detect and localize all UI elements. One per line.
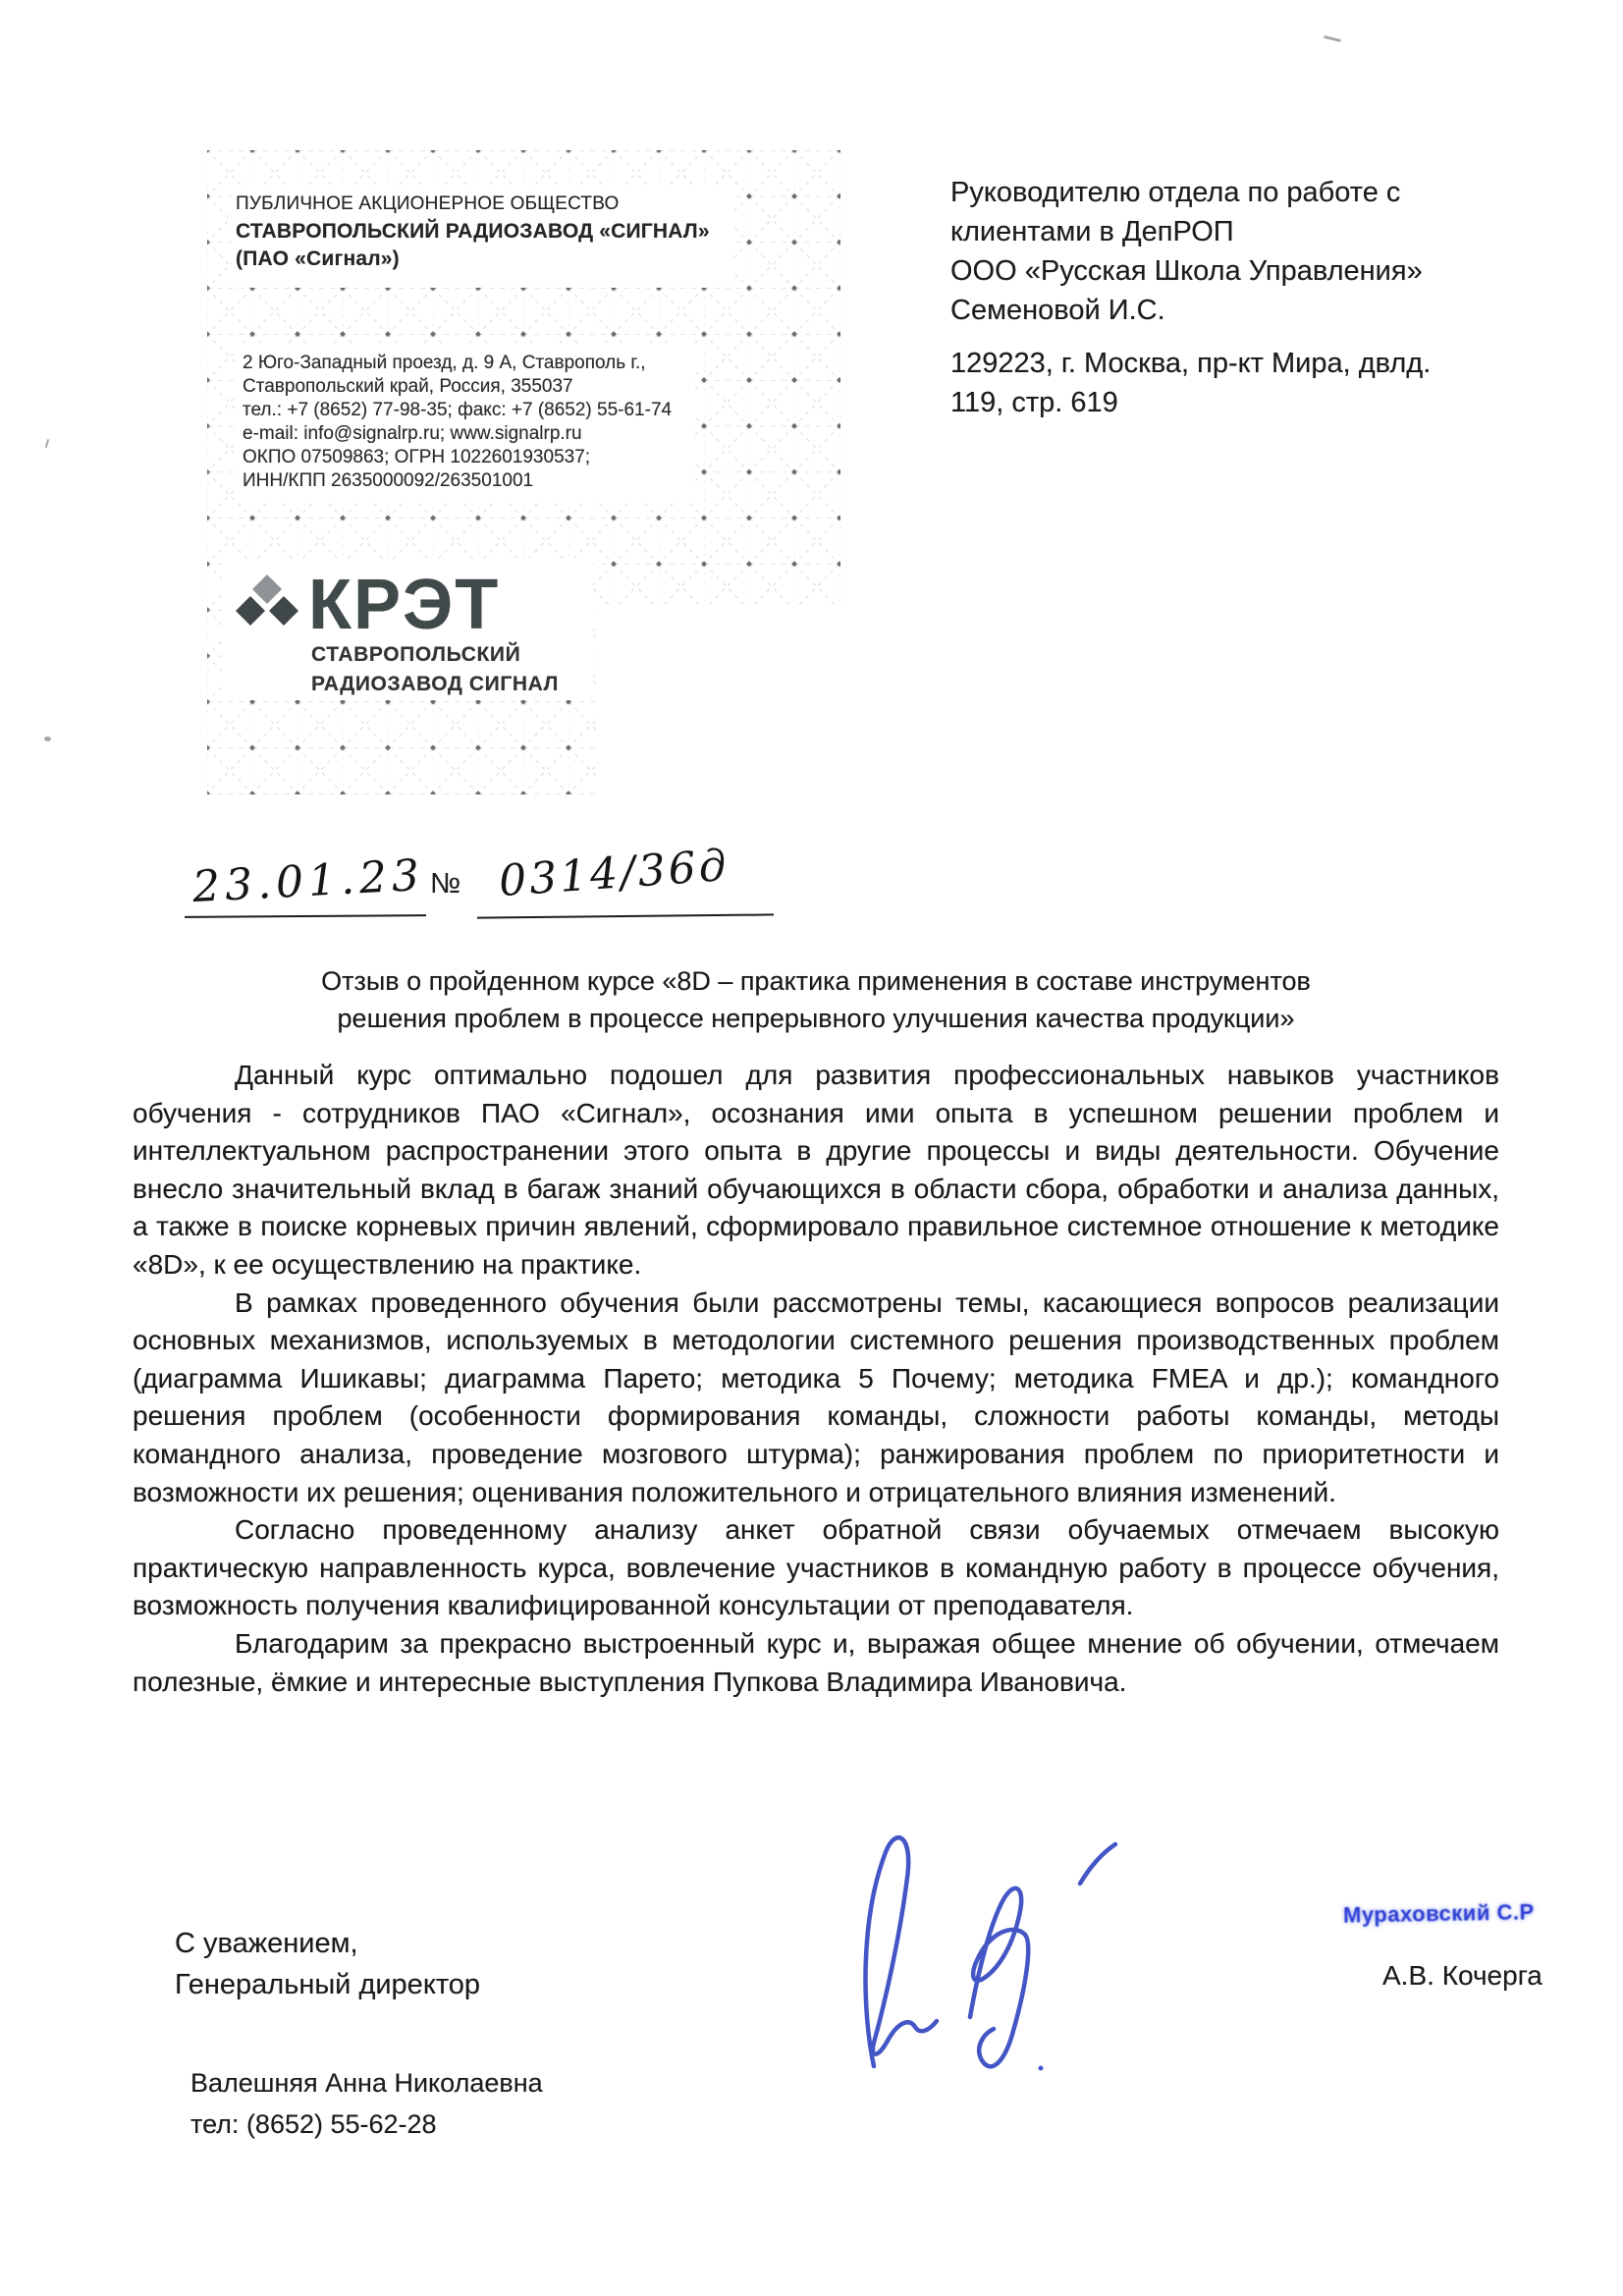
recipient-address-line: 129223, г. Москва, пр-кт Мира, двлд. bbox=[950, 348, 1432, 379]
kret-logo-diamonds-icon bbox=[232, 574, 302, 635]
recipient-address bbox=[950, 344, 1540, 422]
scan-artifact bbox=[44, 737, 51, 741]
company-name-line: ПУБЛИЧНОЕ АКЦИОНЕРНОЕ ОБЩЕСТВО bbox=[236, 193, 620, 214]
recipient-address-line: 119, стр. 619 bbox=[950, 387, 1118, 418]
letter-title-line: решения проблем в процессе непрерывного улучшения качества продукции» bbox=[337, 1004, 1295, 1033]
contact-phone: тел: (8652) 55-62-28 bbox=[190, 2109, 437, 2139]
company-name-line: СТАВРОПОЛЬСКИЙ РАДИОЗАВОД «СИГНАЛ» bbox=[236, 220, 710, 243]
kret-logo-subtitle-line: СТАВРОПОЛЬСКИЙ bbox=[311, 643, 521, 666]
body-paragraph: Благодарим за прекрасно выстроенный курс и, выражая общее мнение об обучении, отмечаем полезные, ёмкие и интересные выступления Пупкова Владимира Ивановича. bbox=[133, 1627, 1499, 1697]
date-underline bbox=[185, 914, 426, 918]
letter-title-line: Отзыв о пройденном курсе «8D – практика применения в составе инструментов bbox=[321, 966, 1311, 996]
scan-artifact bbox=[45, 439, 49, 448]
name-stamp: Мураховский С.Р bbox=[1342, 1899, 1535, 1928]
contact-name: Валешняя Анна Николаевна bbox=[190, 2068, 543, 2098]
kret-logo-text: КРЭТ bbox=[308, 566, 501, 644]
company-address bbox=[243, 352, 672, 493]
number-underline bbox=[477, 913, 774, 918]
company-name-line: (ПАО «Сигнал») bbox=[236, 247, 400, 270]
recipient-line: ООО «Русская Школа Управления» bbox=[950, 255, 1423, 287]
signature-ink-icon bbox=[823, 1827, 1147, 2085]
company-address-line: тел.: +7 (8652) 77-98-35; факс: +7 (8652) 55-61-74 bbox=[243, 400, 673, 420]
company-name bbox=[236, 191, 710, 273]
company-address-line: e-mail: info@signalrp.ru; www.signalrp.ru bbox=[243, 423, 582, 444]
body-paragraph: Согласно проведенному анализу анкет обратной связи обучаемых отмечаем высокую практическую направленность курса, вовлечение участников в командную работу в процессе обучения, возможность получения квалифицированной консультации от преподавателя. bbox=[133, 1514, 1499, 1621]
recipient-block bbox=[950, 173, 1540, 422]
body-paragraph: В рамках проведенного обучения были рассмотрены темы, касающиеся вопросов реализации основных механизмов, используемых в методологии системного решения производственных проблем (диаграмма Ишикавы; диаграмма Парето; методика 5 Почему; методика FMEA и др.); командного решения проблем (особенности формирования команды, сложности работы команды, методы командного анализа, проведение мозгового штурма); ранжирования проблем по приоритетности и возможности их решения; оценивания положительного и отрицательного влияния изменений. bbox=[133, 1286, 1499, 1507]
company-address-line: 2 Юго-Западный проезд, д. 9 А, Ставрополь г., bbox=[243, 353, 646, 373]
company-address-line: ИНН/КПП 2635000092/263501001 bbox=[243, 470, 534, 491]
contact-block bbox=[190, 2062, 543, 2145]
company-address-line: Ставропольский край, Россия, 355037 bbox=[243, 376, 573, 397]
recipient-line: Семеновой И.С. bbox=[950, 295, 1165, 326]
handwritten-date: 23.01.23 bbox=[190, 849, 426, 913]
letter-title bbox=[133, 962, 1499, 1037]
recipient-line: клиентами в ДепРОП bbox=[950, 216, 1234, 247]
scan-artifact bbox=[1324, 35, 1341, 42]
recipient-line: Руководителю отдела по работе с bbox=[950, 177, 1401, 208]
kret-logo-subtitle bbox=[311, 640, 559, 699]
closing-line: С уважением, bbox=[175, 1928, 358, 1959]
handwritten-number: 0314/36д bbox=[497, 840, 731, 907]
number-sign: № bbox=[430, 868, 461, 900]
letter-body bbox=[133, 1057, 1499, 1701]
closing-line: Генеральный директор bbox=[175, 1969, 481, 2000]
signer-name: А.В. Кочерга bbox=[1382, 1960, 1542, 1991]
body-paragraph: Данный курс оптимально подошел для развития профессиональных навыков участников обучения - сотрудников ПАО «Сигнал», осознания ими опыта в успешном решении проблем и интеллектуальном распространении этого опыта в другие процессы и виды деятельности. Обучение внесло значительный вклад в багаж знаний обучающихся в области сбора, обработки и анализа данных, а также в поиске корневых причин явлений, сформировало правильное системное отношение к методике «8D», к ее осуществлению на практике. bbox=[133, 1060, 1499, 1280]
company-address-line: ОКПО 07509863; ОГРН 1022601930537; bbox=[243, 447, 591, 467]
kret-logo-subtitle-line: РАДИОЗАВОД СИГНАЛ bbox=[311, 673, 559, 695]
closing-block bbox=[175, 1923, 480, 2005]
